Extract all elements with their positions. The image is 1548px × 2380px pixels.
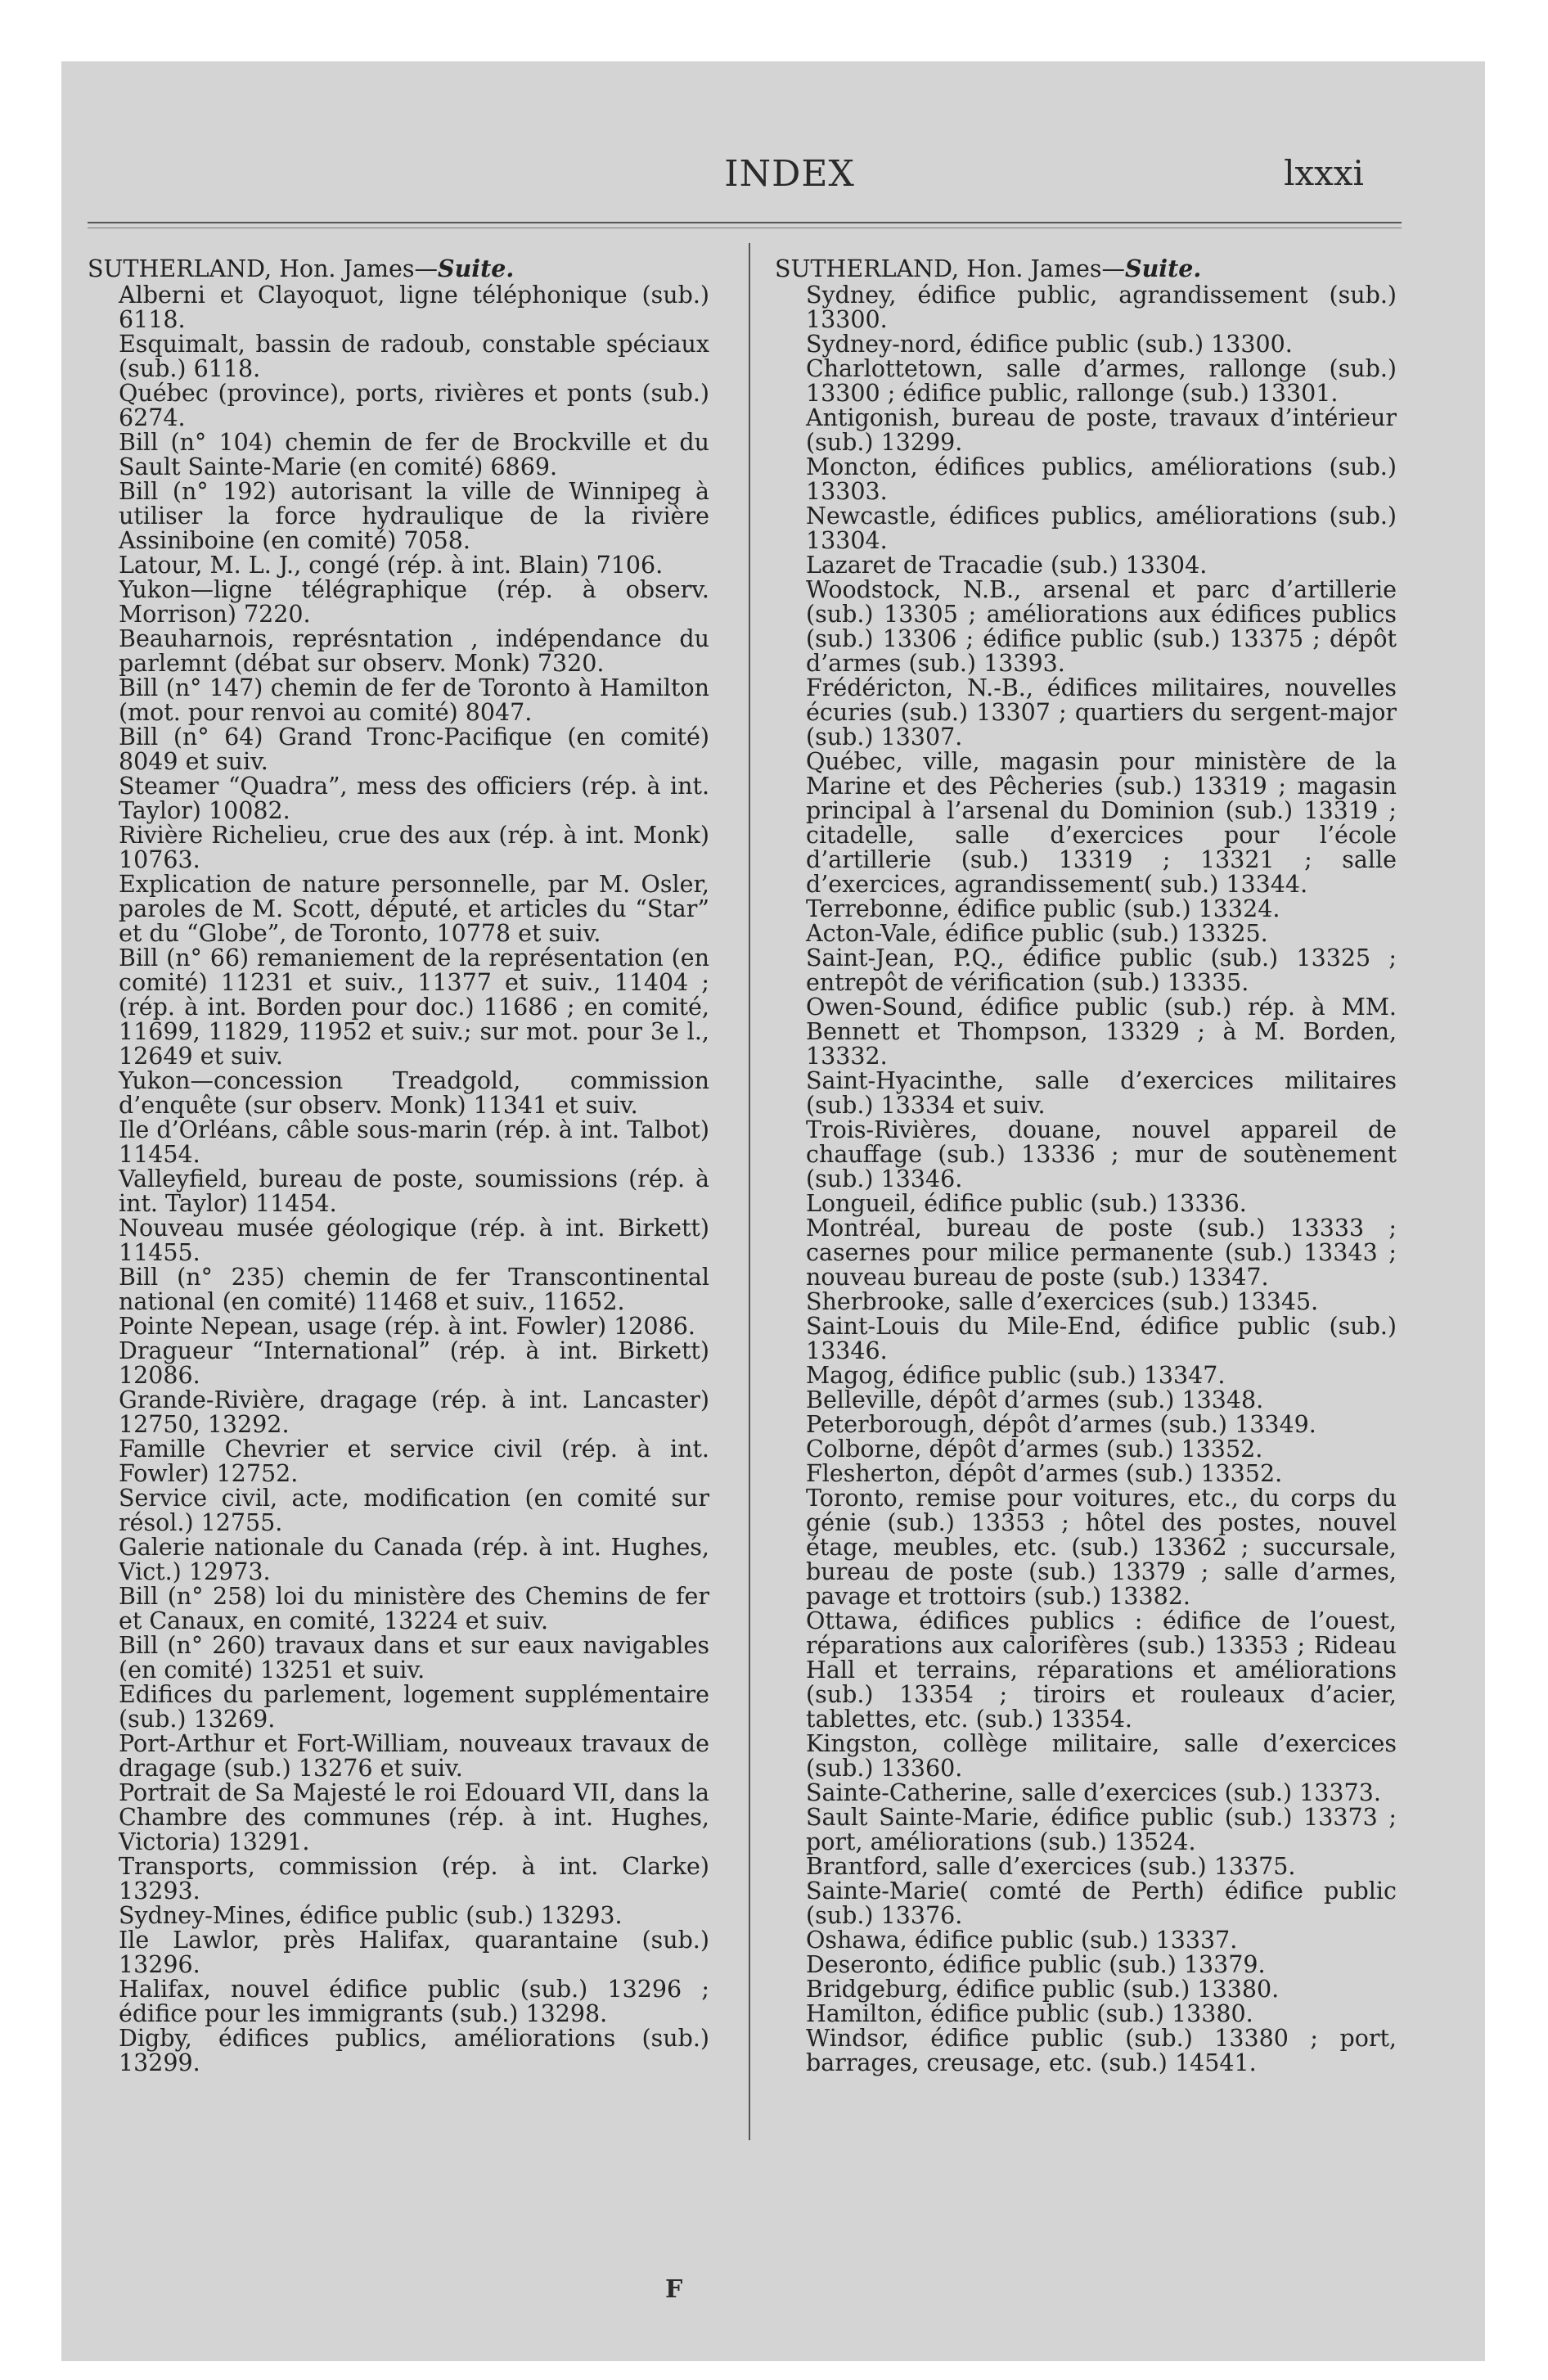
- index-entry: Bill (n° 64) Grand Tronc-Pacifique (en comité) 8049 et suiv.: [119, 723, 709, 775]
- index-entry: Longueil, édifice public (sub.) 13336.: [806, 1190, 1247, 1217]
- index-entry: Bill (n° 192) autorisant la ville de Winnipeg à utiliser la force hydraulique de la rivière Assiniboine (en comité) 7058.: [119, 478, 709, 554]
- right-column: [775, 256, 1397, 2076]
- index-entry: Frédéricton, N.-B., édifices militaires, nouvelles écuries (sub.) 13307 ; quartiers du sergent-major (sub.) 13307.: [806, 674, 1397, 751]
- index-entry: Moncton, édifices publics, améliorations (sub.) 13303.: [806, 453, 1397, 505]
- column-divider: [749, 243, 750, 2140]
- index-entry: Sainte-Marie( comté de Perth) édifice public (sub.) 13376.: [806, 1877, 1397, 1929]
- heading-suite: Suite.: [1125, 255, 1202, 282]
- index-entry: Port-Arthur et Fort-William, nouveaux travaux de dragage (sub.) 13276 et suiv.: [119, 1730, 709, 1782]
- heading-suite: Suite.: [438, 255, 515, 282]
- index-entry: Nouveau musée géologique (rép. à int. Birkett) 11455.: [119, 1215, 709, 1266]
- index-entry: Windsor, édifice public (sub.) 13380 ; port, barrages, creusage, etc. (sub.) 14541.: [806, 2025, 1397, 2076]
- index-entry: Latour, M. L. J., congé (rép. à int. Blain) 7106.: [119, 552, 664, 579]
- index-entry: Steamer “Quadra”, mess des officiers (rép. à int. Taylor) 10082.: [119, 773, 709, 824]
- index-entry: Trois-Rivières, douane, nouvel appareil de chauffage (sub.) 13336 ; mur de soutènement (sub.) 13346.: [806, 1116, 1397, 1192]
- entry-list: [775, 283, 1397, 2076]
- index-entry: Toronto, remise pour voitures, etc., du corps du génie (sub.) 13353 ; hôtel des postes, nouvel étage, meubles, etc. (sub.) 13362 ; succursale, bureau de poste (sub.) 13379 ; salle d’armes, pavage et trottoirs (sub.) 13382.: [806, 1485, 1397, 1610]
- index-entry: Explication de nature personnelle, par M. Osler, paroles de M. Scott, député, et articles du “Star” et du “Globe”, de Toronto, 10778 et suiv.: [119, 871, 709, 947]
- index-entry: Owen-Sound, édifice public (sub.) rép. à MM. Bennett et Thompson, 13329 ; à M. Borden, 13332.: [806, 994, 1397, 1070]
- index-entry: Transports, commission (rép. à int. Clarke) 13293.: [119, 1853, 709, 1904]
- index-entry: Portrait de Sa Majesté le roi Edouard VII, dans la Chambre des communes (rép. à int. Hughes, Victoria) 13291.: [119, 1779, 709, 1855]
- index-entry: Sherbrooke, salle d’exercices (sub.) 13345.: [806, 1288, 1319, 1315]
- index-entry: Bill (n° 104) chemin de fer de Brockville et du Sault Sainte-Marie (en comité) 6869.: [119, 429, 709, 480]
- index-entry: Rivière Richelieu, crue des aux (rép. à int. Monk) 10763.: [119, 822, 709, 873]
- index-entry: Digby, édifices publics, améliorations (sub.) 13299.: [119, 2025, 709, 2076]
- index-entry: Pointe Nepean, usage (rép. à int. Fowler) 12086.: [119, 1313, 695, 1340]
- index-entry: Oshawa, édifice public (sub.) 13337.: [806, 1927, 1238, 1954]
- index-entry: Montréal, bureau de poste (sub.) 13333 ; casernes pour milice permanente (sub.) 13343 ; nouveau bureau de poste (sub.) 13347.: [806, 1215, 1397, 1291]
- index-entry: Saint-Louis du Mile-End, édifice public (sub.) 13346.: [806, 1313, 1397, 1364]
- index-entry: Woodstock, N.B., arsenal et parc d’artillerie (sub.) 13305 ; améliorations aux édifices publics (sub.) 13306 ; édifice public (sub.) 13375 ; dépôt d’armes (sub.) 13393.: [806, 576, 1397, 677]
- index-entry: Acton-Vale, édifice public (sub.) 13325.: [806, 920, 1268, 947]
- index-entry: Bridgeburg, édifice public (sub.) 13380.: [806, 1976, 1280, 2003]
- index-entry: Terrebonne, édifice public (sub.) 13324.: [806, 895, 1280, 922]
- index-entry: Halifax, nouvel édifice public (sub.) 13296 ; édifice pour les immigrants (sub.) 13298.: [119, 1976, 709, 2027]
- index-entry: Hamilton, édifice public (sub.) 13380.: [806, 2000, 1253, 2027]
- index-entry: Sainte-Catherine, salle d’exercices (sub.) 13373.: [806, 1779, 1381, 1806]
- index-entry: Famille Chevrier et service civil (rép. à int. Fowler) 12752.: [119, 1436, 709, 1487]
- index-entry: Sydney-Mines, édifice public (sub.) 13293.: [119, 1902, 623, 1929]
- index-entry: Colborne, dépôt d’armes (sub.) 13352.: [806, 1436, 1263, 1463]
- index-entry: Galerie nationale du Canada (rép. à int. Hughes, Vict.) 12973.: [119, 1534, 709, 1585]
- page: [61, 61, 1485, 2361]
- index-entry: Bill (n° 66) remaniement de la représentation (en comité) 11231 et suiv., 11377 et suiv., 11404 ; (rép. à int. Borden pour doc.) 11686 ; en comité, 11699, 11829, 11952 et suiv.; sur mot. pour 3e l., 12649 et suiv.: [119, 944, 709, 1070]
- index-entry: Bill (n° 147) chemin de fer de Toronto à Hamilton (mot. pour renvoi au comité) 8047.: [119, 674, 709, 726]
- index-entry: Ile d’Orléans, câble sous-marin (rép. à int. Talbot) 11454.: [119, 1116, 709, 1168]
- column-heading: [88, 256, 709, 282]
- index-entry: Ottawa, édifices publics : édifice de l’ouest, réparations aux calorifères (sub.) 13353 ; Rideau Hall et terrains, réparations et améliorations (sub.) 13354 ; tiroirs et rouleaux d’acier, tablettes, etc. (sub.) 13354.: [806, 1607, 1397, 1733]
- index-entry: Bill (n° 258) loi du ministère des Chemins de fer et Canaux, en comité, 13224 et suiv.: [119, 1583, 709, 1634]
- index-entry: Beauharnois, représntation , indépendance du parlemnt (débat sur observ. Monk) 7320.: [119, 625, 709, 677]
- index-entry: Peterborough, dépôt d’armes (sub.) 13349.: [806, 1411, 1316, 1438]
- index-entry: Charlottetown, salle d’armes, rallonge (sub.) 13300 ; édifice public, rallonge (sub.) 13301.: [806, 355, 1397, 407]
- signature-mark: F: [665, 2275, 683, 2304]
- index-entry: Québec (province), ports, rivières et ponts (sub.) 6274.: [119, 380, 709, 431]
- index-entry: Yukon—ligne télégraphique (rép. à observ. Morrison) 7220.: [119, 576, 709, 628]
- index-entry: Kingston, collège militaire, salle d’exercices (sub.) 13360.: [806, 1730, 1397, 1782]
- index-entry: Dragueur “International” (rép. à int. Birkett) 12086.: [119, 1337, 709, 1389]
- index-entry: Valleyfield, bureau de poste, soumissions (rép. à int. Taylor) 11454.: [119, 1165, 709, 1217]
- left-column: [88, 256, 709, 2076]
- index-entry: Newcastle, édifices publics, améliorations (sub.) 13304.: [806, 503, 1397, 554]
- header-rule: [88, 222, 1402, 223]
- index-entry: Service civil, acte, modification (en comité sur résol.) 12755.: [119, 1485, 709, 1536]
- index-entry: Sydney, édifice public, agrandissement (sub.) 13300.: [806, 282, 1397, 333]
- heading-name: SUTHERLAND, Hon. James—: [88, 255, 438, 282]
- index-entry: Flesherton, dépôt d’armes (sub.) 13352.: [806, 1460, 1283, 1487]
- index-entry: Saint-Jean, P.Q., édifice public (sub.) 13325 ; entrepôt de vérification (sub.) 13335.: [806, 944, 1397, 996]
- index-entry: Yukon—concession Treadgold, commission d’enquête (sur observ. Monk) 11341 et suiv.: [119, 1067, 709, 1119]
- index-entry: Alberni et Clayoquot, ligne téléphonique (sub.) 6118.: [119, 282, 709, 333]
- index-entry: Bill (n° 235) chemin de fer Transcontinental national (en comité) 11468 et suiv., 11652.: [119, 1264, 709, 1315]
- index-entry: Québec, ville, magasin pour ministère de la Marine et des Pêcheries (sub.) 13319 ; magasin principal à l’arsenal du Dominion (sub.) 13319 ; citadelle, salle d’exercices pour l’école d’artillerie (sub.) 13319 ; 13321 ; salle d’exercices, agrandissement( sub.) 13344.: [806, 748, 1397, 898]
- column-heading: [775, 256, 1397, 282]
- page-number: lxxxi: [1284, 153, 1364, 193]
- index-entry: Lazaret de Tracadie (sub.) 13304.: [806, 552, 1208, 579]
- index-entry: Edifices du parlement, logement supplémentaire (sub.) 13269.: [119, 1681, 709, 1733]
- index-entry: Sydney-nord, édifice public (sub.) 13300.: [806, 331, 1293, 358]
- page-header-title: INDEX: [724, 153, 855, 195]
- index-entry: Brantford, salle d’exercices (sub.) 13375.: [806, 1853, 1296, 1880]
- index-entry: Belleville, dépôt d’armes (sub.) 13348.: [806, 1386, 1264, 1413]
- index-entry: Saint-Hyacinthe, salle d’exercices militaires (sub.) 13334 et suiv.: [806, 1067, 1397, 1119]
- index-entry: Antigonish, bureau de poste, travaux d’intérieur (sub.) 13299.: [806, 404, 1397, 456]
- index-entry: Sault Sainte-Marie, édifice public (sub.) 13373 ; port, améliorations (sub.) 13524.: [806, 1804, 1397, 1855]
- index-entry: Deseronto, édifice public (sub.) 13379.: [806, 1951, 1266, 1978]
- index-entry: Magog, édifice public (sub.) 13347.: [806, 1362, 1226, 1389]
- index-entry: Esquimalt, bassin de radoub, constable spéciaux (sub.) 6118.: [119, 331, 709, 382]
- index-entry: Bill (n° 260) travaux dans et sur eaux navigables (en comité) 13251 et suiv.: [119, 1632, 709, 1684]
- heading-name: SUTHERLAND, Hon. James—: [775, 255, 1125, 282]
- index-entry: Ile Lawlor, près Halifax, quarantaine (sub.) 13296.: [119, 1927, 709, 1978]
- entry-list: [88, 283, 709, 2076]
- index-entry: Grande-Rivière, dragage (rép. à int. Lancaster) 12750, 13292.: [119, 1386, 709, 1438]
